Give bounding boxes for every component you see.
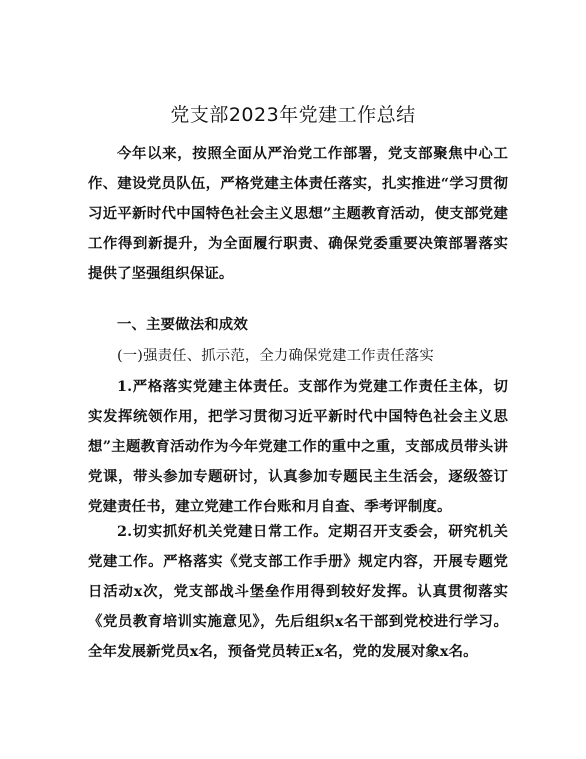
item-1-paragraph [88, 372, 508, 522]
document-title: 党支部2023年党建工作总结 [170, 104, 416, 126]
item-2-paragraph [88, 517, 508, 667]
subsection-heading: (一)强责任、抓示范，全力确保党建工作责任落实 [117, 348, 434, 364]
intro-paragraph: 今年以来，按照全面从严治党工作部署，党支部聚焦中心工作、建设党员队伍，严格党建主体责任落实，扎实推进“学习贯彻习近平新时代中国特色社会主义思想”主题教育活动，使支部党建工作得到新提升，为全面履行职责、确保党委重要决策部署落实提供了坚强组织保证。 [88, 145, 508, 282]
item-1-lead: 1.严格落实党建主体责任。 [117, 378, 299, 395]
item-2-body: 定期召开支委会，研究机关党建工作。严格落实《党支部工作手册》规定内容，开展专题党日活动x次，党支部战斗堡垒作用得到较好发挥。认真贯彻落实《党员教育培训实施意见》，先后组织x名干部到党校进行学习。全年发展新党员x名，预备党员转正x名，党的发展对象x名。 [88, 523, 508, 660]
section-heading: 一、主要做法和成效 [117, 316, 248, 333]
item-2-lead: 2.切实抓好机关党建日常工作。 [117, 523, 329, 540]
item-1-body: 支部作为党建工作责任主体，切实发挥统领作用，把学习贯彻习近平新时代中国特色社会主义思想”主题教育活动作为今年党建工作的重中之重，支部成员带头讲党课，带头参加专题研讨，认真参加专题民主生活会，逐级签订党建责任书，建立党建工作台账和月自查、季考评制度。 [88, 378, 508, 515]
